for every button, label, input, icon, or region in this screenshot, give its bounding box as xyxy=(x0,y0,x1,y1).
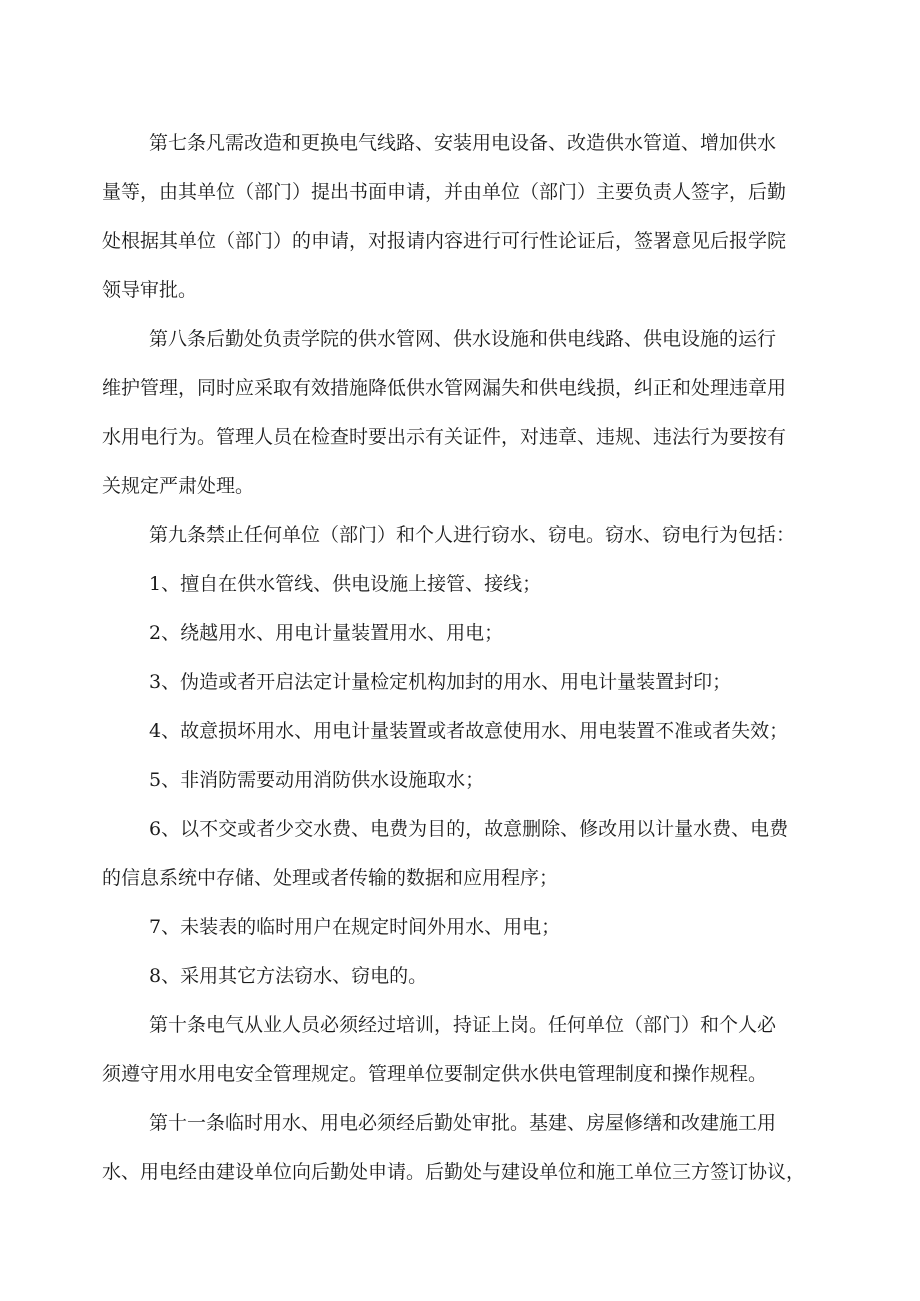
article-10-line-1 xyxy=(0,1005,920,1045)
article-9-item-1 xyxy=(0,564,920,604)
article-9-item-2-text: 2、绕越用水、用电计量装置用水、用电； xyxy=(149,622,504,644)
article-8-line-2-text: 维护管理，同时应采取有效措施降低供水管网漏失和供电线损，纠正和处理违章用 xyxy=(102,377,787,399)
article-7-line-3-text: 处根据其单位（部门）的申请，对报请内容进行可行性论证后，签署意见后报学院 xyxy=(102,230,787,252)
article-7-line-2-text: 量等，由其单位（部门）提出书面申请，并由单位（部门）主要负责人签字，后勤 xyxy=(102,181,787,203)
article-9-item-4-text: 4、故意损坏用水、用电计量装置或者故意使用水、用电装置不准或者失效； xyxy=(149,720,789,742)
article-9-item-5-text: 5、非消防需要动用消防供水设施取水； xyxy=(149,769,485,791)
article-8-line-1 xyxy=(0,319,920,359)
article-10-line-2 xyxy=(0,1054,920,1094)
article-9-item-8-text: 8、采用其它方法窃水、窃电的。 xyxy=(149,965,428,987)
article-8-line-4 xyxy=(0,466,920,506)
article-7-line-3 xyxy=(0,221,920,261)
article-9-item-7-text: 7、未装表的临时用户在规定时间外用水、用电； xyxy=(149,916,561,938)
article-9-line-1-text: 第九条禁止任何单位（部门）和个人进行窃水、窃电。窃水、窃电行为包括： xyxy=(149,524,796,546)
article-7-line-2 xyxy=(0,172,920,212)
article-9-item-5 xyxy=(0,760,920,800)
article-9-item-6-line-1 xyxy=(0,809,920,849)
article-9-item-3 xyxy=(0,662,920,702)
article-11-line-1-text: 第十一条临时用水、用电必须经后勤处审批。基建、房屋修缮和改建施工用 xyxy=(149,1112,777,1134)
article-9-item-6-line-2 xyxy=(0,858,920,898)
article-9-item-1-text: 1、擅自在供水管线、供电设施上接管、接线； xyxy=(149,573,542,595)
article-9-item-6-line-2-text: 的信息系统中存储、处理或者传输的数据和应用程序； xyxy=(102,867,559,889)
article-11-line-2 xyxy=(0,1152,920,1192)
article-9-line-1 xyxy=(0,515,920,555)
article-9-item-2 xyxy=(0,613,920,653)
article-10-line-1-text: 第十条电气从业人员必须经过培训，持证上岗。任何单位（部门）和个人必 xyxy=(149,1014,777,1036)
article-7-line-4 xyxy=(0,270,920,310)
article-7-line-1 xyxy=(0,123,920,163)
article-7-line-1-text: 第七条凡需改造和更换电气线路、安装用电设备、改造供水管道、增加供水 xyxy=(149,132,777,154)
article-8-line-1-text: 第八条后勤处负责学院的供水管网、供水设施和供电线路、供电设施的运行 xyxy=(149,328,777,350)
article-9-item-3-text: 3、伪造或者开启法定计量检定机构加封的用水、用电计量装置封印； xyxy=(149,671,732,693)
article-9-item-6-line-1-text: 6、以不交或者少交水费、电费为目的，故意删除、修改用以计量水费、电费 xyxy=(149,818,789,840)
article-11-line-1 xyxy=(0,1103,920,1143)
article-8-line-2 xyxy=(0,368,920,408)
article-8-line-3 xyxy=(0,417,920,457)
article-11-line-2-text: 水、用电经由建设单位向后勤处申请。后勤处与建设单位和施工单位三方签订协议， xyxy=(102,1161,806,1183)
article-10-line-2-text: 须遵守用水用电安全管理规定。管理单位要制定供水供电管理制度和操作规程。 xyxy=(102,1063,768,1085)
article-9-item-4 xyxy=(0,711,920,751)
article-8-line-4-text: 关规定严肃处理。 xyxy=(102,475,255,497)
article-7-line-4-text: 领导审批。 xyxy=(102,279,198,301)
article-9-item-7 xyxy=(0,907,920,947)
article-8-line-3-text: 水用电行为。管理人员在检查时要出示有关证件，对违章、违规、违法行为要按有 xyxy=(102,426,787,448)
article-9-item-8 xyxy=(0,956,920,996)
